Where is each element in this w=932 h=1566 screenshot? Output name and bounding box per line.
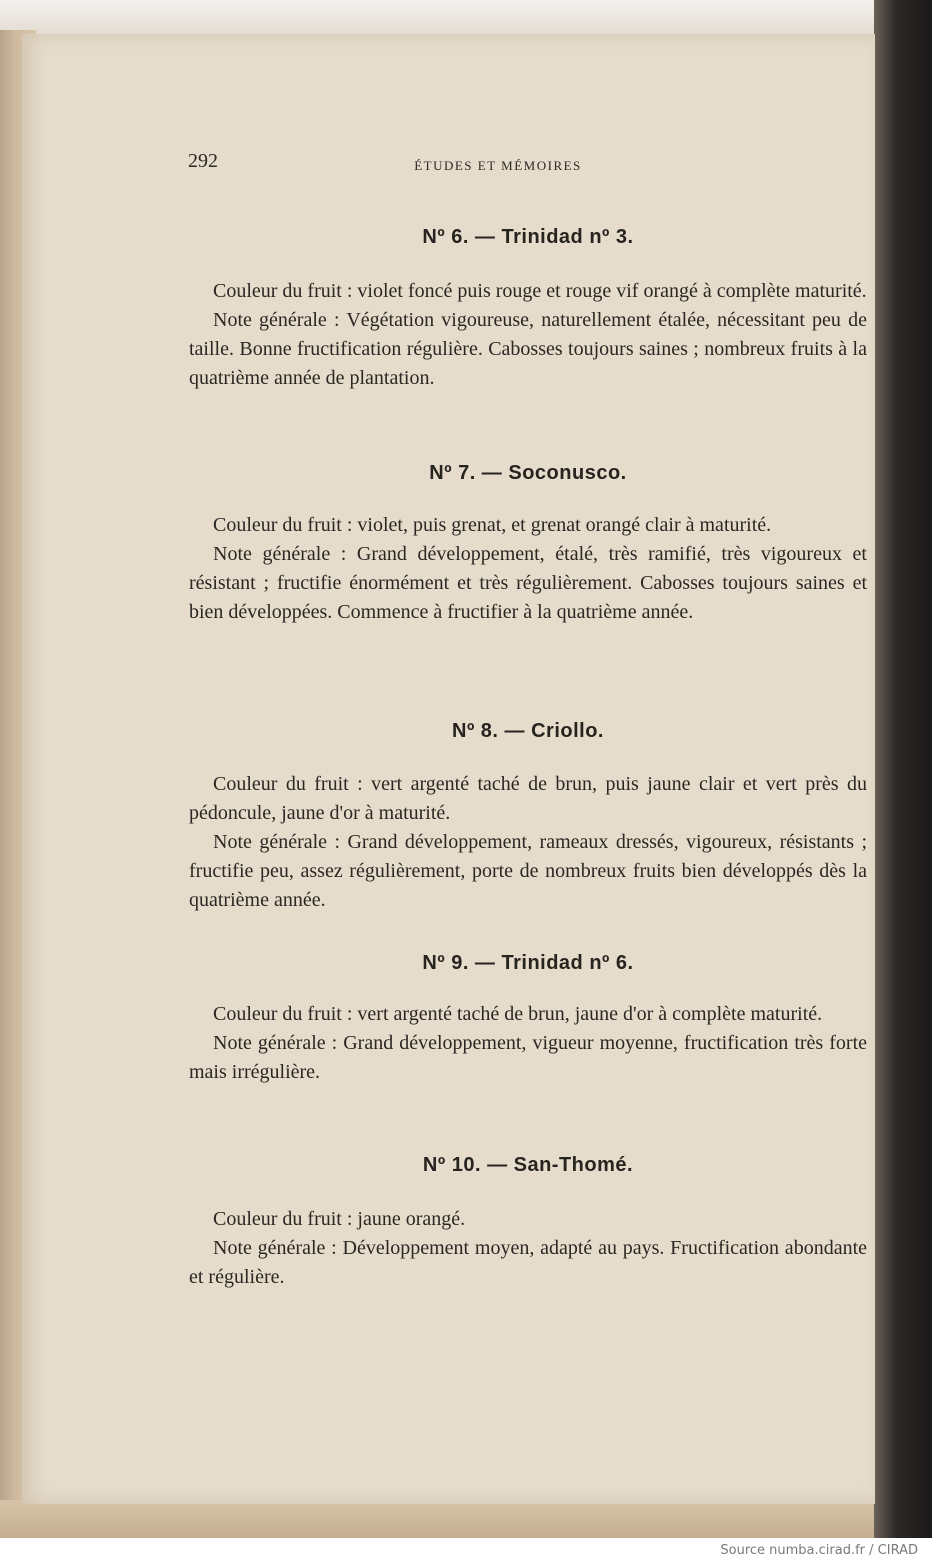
fruit-color-text: Couleur du fruit : violet foncé puis rouge et rouge vif orangé à complète maturité. — [213, 280, 867, 302]
source-credit: Source numba.cirad.fr / CIRAD — [720, 1543, 918, 1558]
entry-heading-6: Nº 6. — Trinidad nº 3. — [422, 226, 634, 248]
scan-top-margin — [0, 0, 932, 34]
entry-heading-8: Nº 8. — Criollo. — [452, 720, 604, 742]
general-note-text: Note générale : Végétation vigoureuse, naturellement étalée, nécessitant peu de taille. Bonne fructification régulière. Cabosses toujours saines ; nombreux fruits à la quatrième année de plantation. — [189, 309, 867, 389]
fruit-color-text: Couleur du fruit : jaune orangé. — [213, 1208, 466, 1230]
page-stack-edge-bottom — [0, 1500, 875, 1538]
entry-body-9 — [189, 1000, 867, 1087]
fruit-color-text: Couleur du fruit : vert argenté taché de brun, jaune d'or à complète maturité. — [213, 1003, 823, 1025]
entry-heading-9: Nº 9. — Trinidad nº 6. — [422, 952, 634, 974]
fruit-color-text: Couleur du fruit : violet, puis grenat, et grenat orangé clair à maturité. — [213, 514, 772, 536]
journal-title: ÉTUDES ET MÉMOIRES — [414, 158, 582, 173]
general-note-text: Note générale : Grand développement, étalé, très ramifié, très vigoureux et résistant ; fructifie énormément et très régulièrement. Cabosses toujours saines et bien développées. Commence à fructifier à la quatrième année. — [189, 543, 867, 623]
entry-body-7 — [189, 511, 867, 627]
general-note-text: Note générale : Grand développement, rameaux dressés, vigoureux, résistants ; fructifie peu, assez régulièrement, porte de nombreux fruits bien développés dès la quatrième année. — [189, 831, 867, 911]
general-note-text: Note générale : Grand développement, vigueur moyenne, fructification très forte mais irrégulière. — [189, 1032, 867, 1083]
running-head — [188, 150, 868, 180]
page-number: 292 — [188, 150, 218, 172]
entry-heading-7: Nº 7. — Soconusco. — [429, 462, 627, 484]
entry-body-8 — [189, 770, 867, 915]
entry-body-6 — [189, 277, 867, 393]
fruit-color-text: Couleur du fruit : vert argenté taché de brun, puis jaune clair et vert près du pédoncule, jaune d'or à maturité. — [189, 773, 867, 824]
general-note-text: Note générale : Développement moyen, adapté au pays. Fructification abondante et régulière. — [189, 1237, 867, 1288]
book-cover-edge — [874, 0, 932, 1538]
entry-body-10 — [189, 1205, 867, 1292]
entry-heading-10: Nº 10. — San-Thomé. — [422, 1154, 634, 1176]
